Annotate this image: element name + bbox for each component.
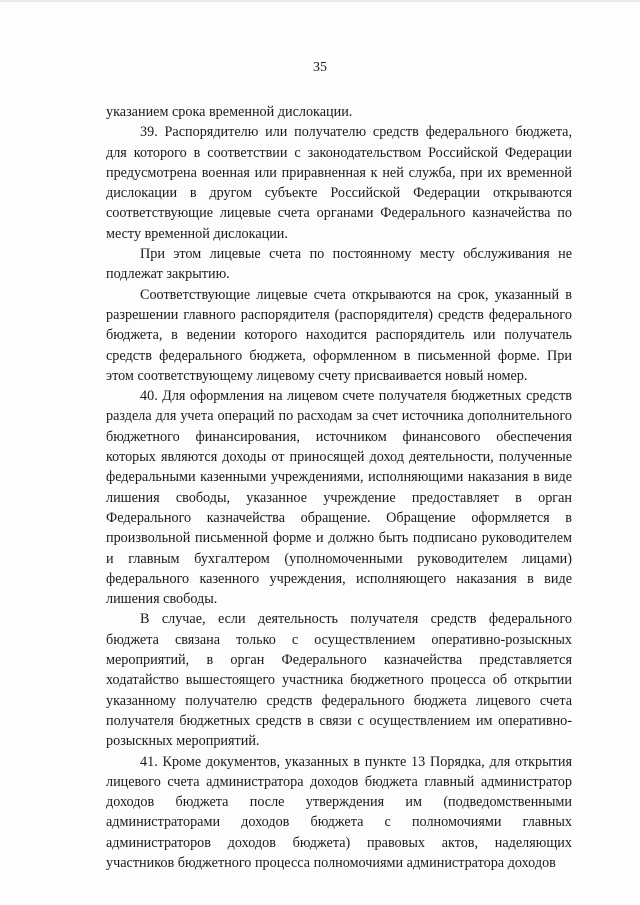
paragraph-continuation: указанием срока временной дислокации. bbox=[106, 104, 353, 120]
page-number: 35 bbox=[313, 60, 327, 75]
paragraph-40: 40. Для оформления на лицевом счете получателя бюджетных средств раздела для учета операций по расходам за счет источника дополнительного бюджетного финансирования, источником финансового обеспечения которых являются доходы от приносящей доход деятельности, полученные федеральными казенными учреждениями, исполняющими наказания в виде лишения свободы, указанное учреждение предоставляет в орган Федерального казначейства обращение. Обращение оформляется в произвольной письменной форме и должно быть подписано руководителем и главным бухгалтером (уполномоченными руководителем лицами) федерального казенного учреждения, исполняющего наказания в виде лишения свободы. bbox=[106, 388, 572, 608]
paragraph-41: 41. Кроме документов, указанных в пункте 13 Порядка, для открытия лицевого счета администратора доходов бюджета главный администратор доходов бюджета после утверждения им (подведомственными администраторами доходов бюджета с полномочиями главных администраторов доходов бюджета) правовых актов, наделяющих участников бюджетного процесса полномочиями администратора доходов bbox=[106, 753, 572, 871]
paragraph-39-accounts-not-closed: При этом лицевые счета по постоянному месту обслуживания не подлежат закрытию. bbox=[106, 246, 572, 283]
document-body bbox=[106, 102, 572, 873]
paragraph-39-account-term: Соответствующие лицевые счета открываются на срок, указанный в разрешении главного распорядителя (распорядителя) средств федерального бюджета, в ведении которого находится распорядитель или получатель средств федерального бюджета, оформленном в письменной форме. При этом соответствующему лицевому счету присваивается новый номер. bbox=[106, 286, 572, 384]
page-edge bbox=[0, 0, 640, 2]
paragraph-40-operative-activities: В случае, если деятельность получателя средств федерального бюджета связана только с осуществлением оперативно-розыскных мероприятий, в орган Федерального казначейства представляется ходатайство вышестоящего участника бюджетного процесса об открытии указанному получателю средств федерального бюджета лицевого счета получателя бюджетных средств в связи с осуществлением им оперативно-розыскных мероприятий. bbox=[106, 611, 572, 750]
paragraph-39: 39. Распорядителю или получателю средств федерального бюджета, для которого в соответствии с законодательством Российской Федерации предусмотрена военная или приравненная к ней служба, при их временной дислокации в другом субъекте Российской Федерации открываются соответствующие лицевые счета органами Федерального казначейства по месту временной дислокации. bbox=[106, 124, 572, 242]
